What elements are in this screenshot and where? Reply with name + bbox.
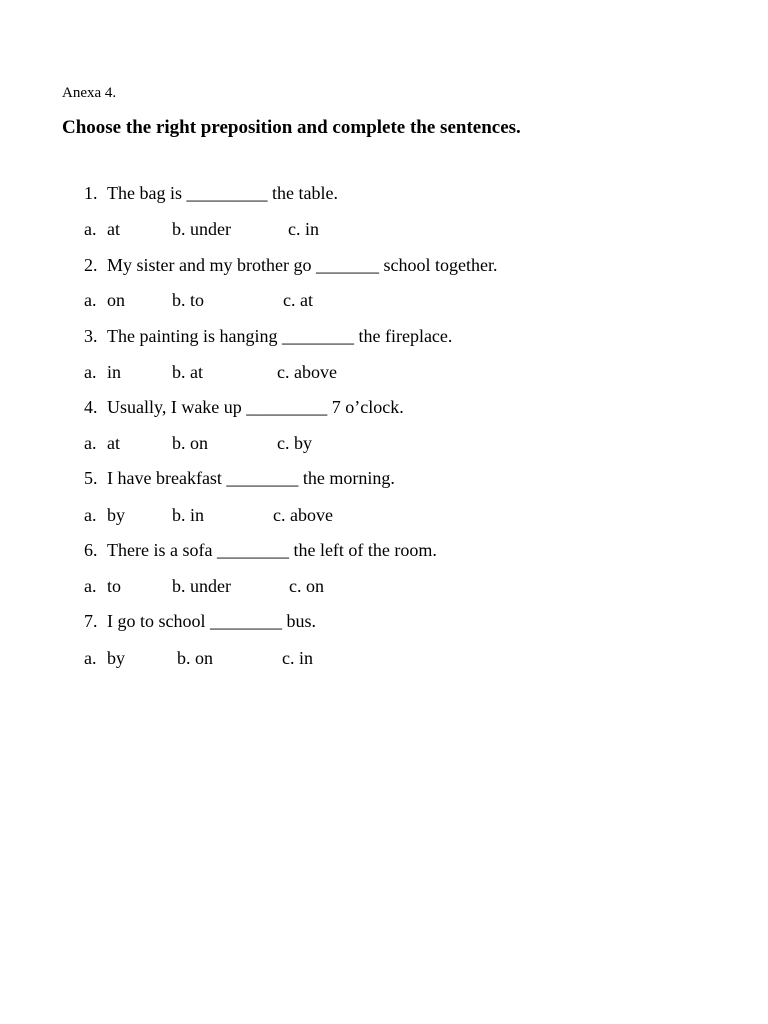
question-number: 1. [84, 183, 98, 203]
question-sentence: I have breakfast ________ the morning. [107, 468, 395, 488]
option-a-text: at [107, 219, 120, 239]
option-c: c. in [282, 648, 313, 668]
option-b: b. under [172, 219, 231, 239]
option-a-text: by [107, 648, 125, 668]
option-c: c. on [289, 576, 324, 596]
question-number: 7. [84, 611, 98, 631]
option-a-letter: a. [84, 505, 97, 525]
question-number: 4. [84, 397, 98, 417]
question-number: 3. [84, 326, 98, 346]
option-a-letter: a. [84, 362, 97, 382]
question-number: 2. [84, 255, 98, 275]
option-a-letter: a. [84, 576, 97, 596]
option-a-text: in [107, 362, 122, 382]
question-sentence: The painting is hanging ________ the fireplace. [107, 326, 453, 346]
annex-label: Anexa 4. [62, 85, 117, 101]
option-b: b. on [172, 433, 208, 453]
option-b: b. to [172, 290, 205, 310]
question-sentence: The bag is _________ the table. [107, 183, 338, 203]
question-sentence: My sister and my brother go _______ school together. [107, 255, 498, 275]
option-c: c. at [283, 290, 313, 310]
option-a-letter: a. [84, 648, 97, 668]
question-sentence: I go to school ________ bus. [107, 611, 316, 631]
option-a-letter: a. [84, 219, 97, 239]
option-b: b. in [172, 505, 205, 525]
question-sentence: Usually, I wake up _________ 7 o’clock. [107, 397, 404, 417]
option-c: c. above [277, 362, 337, 382]
option-a-text: to [107, 576, 122, 596]
option-b: b. on [177, 648, 213, 668]
option-a-letter: a. [84, 290, 97, 310]
question-number: 6. [84, 540, 98, 560]
option-b: b. at [172, 362, 203, 382]
option-a-text: by [107, 505, 125, 525]
option-a-letter: a. [84, 433, 97, 453]
worksheet-title: Choose the right preposition and complete the sentences. [62, 117, 521, 138]
question-sentence: There is a sofa ________ the left of the room. [107, 540, 437, 560]
option-c: c. by [277, 433, 312, 453]
option-a-text: on [107, 290, 125, 310]
option-a-text: at [107, 433, 120, 453]
question-number: 5. [84, 468, 98, 488]
option-c: c. above [273, 505, 333, 525]
option-b: b. under [172, 576, 231, 596]
option-c: c. in [288, 219, 319, 239]
